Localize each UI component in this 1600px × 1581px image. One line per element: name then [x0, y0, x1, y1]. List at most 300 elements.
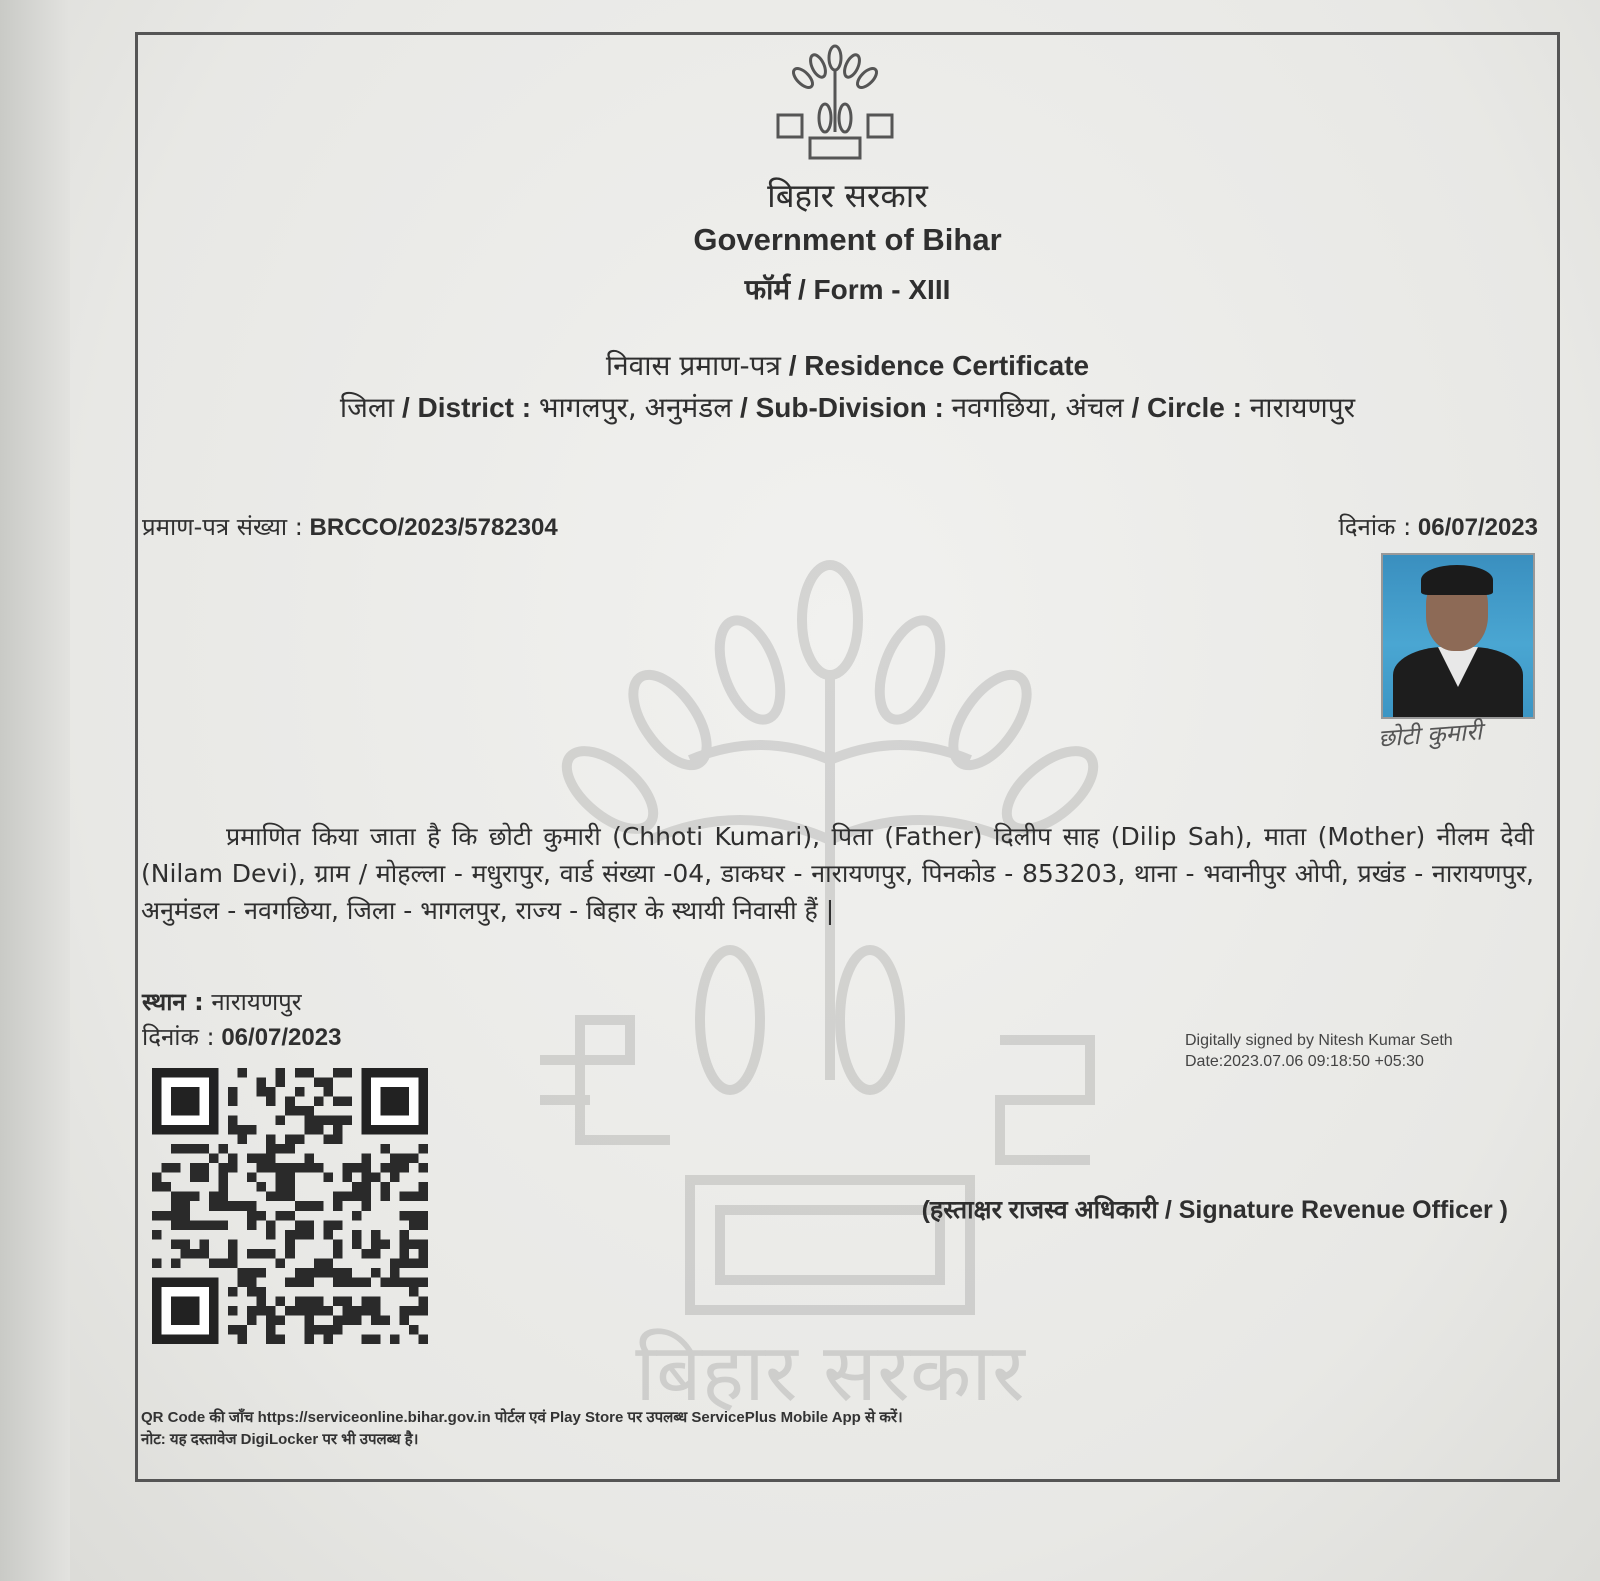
qr-module: [266, 1230, 276, 1240]
qr-module: [380, 1192, 390, 1202]
qr-module: [238, 1334, 248, 1344]
qr-module: [342, 1173, 352, 1183]
applicant-photo: [1381, 553, 1535, 719]
qr-module: [295, 1296, 305, 1306]
qr-module: [323, 1268, 333, 1278]
qr-module: [200, 1239, 210, 1249]
footer-note: [141, 1407, 903, 1451]
qr-module: [399, 1154, 409, 1164]
qr-code-icon: [152, 1068, 428, 1344]
qr-module: [266, 1087, 276, 1097]
qr-module: [361, 1154, 371, 1164]
digital-signature: [1185, 1030, 1453, 1072]
qr-module: [380, 1239, 390, 1249]
qr-module: [247, 1315, 257, 1325]
qr-module: [228, 1087, 238, 1097]
qr-module: [285, 1182, 295, 1192]
qr-module: [409, 1211, 419, 1221]
qr-module: [333, 1125, 343, 1135]
qr-module: [304, 1163, 314, 1173]
place-value: नारायणपुर: [211, 988, 302, 1016]
certificate-number-label: प्रमाण-पत्र संख्या :: [142, 513, 303, 541]
qr-module: [333, 1296, 343, 1306]
qr-module: [333, 1277, 343, 1287]
qr-module: [181, 1201, 191, 1211]
qr-module: [304, 1125, 314, 1135]
qr-module: [371, 1230, 381, 1240]
qr-module: [323, 1135, 333, 1145]
subdiv-label-en: / Sub-Division :: [740, 392, 944, 423]
qr-module: [409, 1239, 419, 1249]
qr-module: [418, 1249, 428, 1259]
qr-module: [181, 1211, 191, 1221]
qr-module: [276, 1116, 286, 1126]
qr-module: [399, 1258, 409, 1268]
certificate-title-hindi: निवास प्रमाण-पत्र: [605, 349, 781, 382]
qr-module: [418, 1211, 428, 1221]
qr-module: [342, 1277, 352, 1287]
qr-module: [228, 1306, 238, 1316]
qr-module: [266, 1306, 276, 1316]
qr-module: [418, 1192, 428, 1202]
qr-module: [228, 1239, 238, 1249]
qr-module: [181, 1249, 191, 1259]
qr-module: [314, 1125, 324, 1135]
district-label-hi: जिला: [339, 391, 395, 424]
qr-module: [276, 1173, 286, 1183]
qr-module: [399, 1163, 409, 1173]
qr-module: [295, 1220, 305, 1230]
certificate-number: [142, 510, 558, 543]
qr-module: [257, 1078, 267, 1088]
qr-module: [409, 1258, 419, 1268]
qr-module: [190, 1173, 200, 1183]
qr-module: [323, 1087, 333, 1097]
subdiv-value: नवगछिया,: [951, 391, 1058, 424]
qr-finder: [380, 1087, 409, 1116]
qr-module: [323, 1220, 333, 1230]
qr-module: [418, 1144, 428, 1154]
qr-module: [361, 1173, 371, 1183]
qr-module: [285, 1106, 295, 1116]
qr-module: [247, 1306, 257, 1316]
qr-module: [304, 1296, 314, 1306]
qr-module: [418, 1182, 428, 1192]
qr-module: [181, 1220, 191, 1230]
qr-module: [266, 1325, 276, 1335]
qr-module: [190, 1144, 200, 1154]
qr-module: [247, 1249, 257, 1259]
footer-line1: QR Code की जाँच https://serviceonline.bihar.gov.in पोर्टल एवं Play Store पर उपलब्ध ServicePlus Mobile App से करें।: [141, 1409, 903, 1426]
qr-module: [371, 1306, 381, 1316]
qr-module: [361, 1163, 371, 1173]
qr-module: [333, 1068, 343, 1078]
qr-module: [276, 1334, 286, 1344]
qr-module: [390, 1154, 400, 1164]
qr-module: [390, 1268, 400, 1278]
qr-module: [295, 1087, 305, 1097]
qr-module: [266, 1249, 276, 1259]
certificate-body-text: प्रमाणित किया जाता है कि छोटी कुमारी (Chhoti Kumari), पिता (Father) दिलीप साह (Dilip Sah), माता (Mother) नीलम देवी (Nilam Devi), ग्राम / मोहल्ला - मधुरापुर, वार्ड संख्या -04, डाकघर - नारायणपुर, पिनकोड - 853203, थाना - भवानीपुर ओपी, प्रखंड - नारायणपुर, अनुमंडल - नवगछिया, जिला - भागलपुर, राज्य - बिहार के स्थायी निवासी हैं |: [141, 822, 1534, 925]
qr-module: [409, 1192, 419, 1202]
qr-module: [219, 1258, 229, 1268]
qr-module: [352, 1277, 362, 1287]
qr-module: [228, 1154, 238, 1164]
qr-module: [285, 1163, 295, 1173]
district-label-en: / District :: [401, 392, 532, 423]
qr-module: [333, 1097, 343, 1107]
qr-module: [361, 1296, 371, 1306]
qr-module: [352, 1163, 362, 1173]
qr-module: [333, 1268, 343, 1278]
qr-module: [257, 1249, 267, 1259]
qr-module: [190, 1220, 200, 1230]
qr-module: [171, 1211, 181, 1221]
qr-module: [352, 1182, 362, 1192]
qr-module: [333, 1192, 343, 1202]
qr-module: [276, 1258, 286, 1268]
qr-module: [418, 1277, 428, 1287]
qr-module: [371, 1296, 381, 1306]
qr-module: [361, 1277, 371, 1287]
qr-module: [342, 1192, 352, 1202]
qr-module: [238, 1135, 248, 1145]
qr-module: [323, 1078, 333, 1088]
qr-module: [257, 1163, 267, 1173]
qr-module: [295, 1163, 305, 1173]
qr-finder: [171, 1296, 200, 1325]
qr-module: [257, 1296, 267, 1306]
qr-module: [361, 1182, 371, 1192]
qr-module: [190, 1249, 200, 1259]
qr-module: [276, 1144, 286, 1154]
qr-module: [418, 1163, 428, 1173]
qr-module: [399, 1192, 409, 1202]
qr-module: [361, 1306, 371, 1316]
signature-label: (हस्ताक्षर राजस्व अधिकारी / Signature Revenue Officer ): [921, 1196, 1508, 1224]
qr-module: [152, 1211, 162, 1221]
issue-date-value: 06/07/2023: [221, 1024, 342, 1051]
qr-module: [342, 1163, 352, 1173]
qr-module: [342, 1097, 352, 1107]
qr-module: [219, 1192, 229, 1202]
qr-module: [342, 1268, 352, 1278]
qr-module: [380, 1144, 390, 1154]
qr-module: [333, 1135, 343, 1145]
qr-module: [352, 1192, 362, 1202]
qr-module: [171, 1192, 181, 1202]
certificate-date-label: दिनांक :: [1338, 513, 1412, 541]
qr-module: [219, 1220, 229, 1230]
qr-module: [238, 1125, 248, 1135]
place-label: स्थान :: [142, 988, 204, 1016]
qr-module: [276, 1192, 286, 1202]
qr-module: [333, 1201, 343, 1211]
qr-module: [200, 1220, 210, 1230]
qr-module: [352, 1315, 362, 1325]
qr-module: [295, 1106, 305, 1116]
qr-module: [266, 1163, 276, 1173]
qr-module: [418, 1306, 428, 1316]
qr-module: [247, 1201, 257, 1211]
qr-module: [314, 1201, 324, 1211]
qr-module: [314, 1097, 324, 1107]
qr-module: [200, 1163, 210, 1173]
qr-module: [228, 1125, 238, 1135]
qr-module: [152, 1230, 162, 1240]
qr-module: [333, 1116, 343, 1126]
qr-module: [152, 1173, 162, 1183]
qr-module: [304, 1201, 314, 1211]
qr-module: [295, 1277, 305, 1287]
qr-module: [266, 1154, 276, 1164]
qr-module: [304, 1154, 314, 1164]
qr-module: [409, 1325, 419, 1335]
qr-module: [418, 1220, 428, 1230]
qr-module: [361, 1201, 371, 1211]
qr-module: [333, 1315, 343, 1325]
qr-module: [314, 1078, 324, 1088]
subdiv-label-hi: अनुमंडल: [644, 391, 733, 424]
qr-module: [238, 1325, 248, 1335]
qr-module: [399, 1249, 409, 1259]
qr-module: [285, 1211, 295, 1221]
qr-module: [409, 1287, 419, 1297]
qr-module: [342, 1296, 352, 1306]
qr-module: [304, 1315, 314, 1325]
qr-module: [323, 1325, 333, 1335]
qr-module: [304, 1116, 314, 1126]
qr-module: [162, 1182, 172, 1192]
bihar-emblem-watermark-icon: [520, 560, 1140, 1420]
qr-module: [171, 1144, 181, 1154]
qr-module: [257, 1287, 267, 1297]
qr-module: [390, 1163, 400, 1173]
qr-module: [333, 1239, 343, 1249]
qr-module: [257, 1154, 267, 1164]
qr-module: [162, 1211, 172, 1221]
qr-module: [276, 1163, 286, 1173]
qr-module: [276, 1296, 286, 1306]
qr-module: [209, 1192, 219, 1202]
qr-module: [266, 1192, 276, 1202]
qr-module: [200, 1173, 210, 1183]
qr-module: [371, 1315, 381, 1325]
bihar-emblem-icon: [770, 40, 900, 170]
qr-module: [333, 1325, 343, 1335]
qr-module: [228, 1325, 238, 1335]
qr-module: [228, 1258, 238, 1268]
qr-module: [209, 1154, 219, 1164]
qr-module: [333, 1249, 343, 1259]
qr-module: [257, 1182, 267, 1192]
qr-module: [257, 1306, 267, 1316]
qr-module: [285, 1192, 295, 1202]
qr-module: [247, 1125, 257, 1135]
certificate-title: [135, 346, 1560, 384]
qr-module: [399, 1239, 409, 1249]
qr-module: [323, 1230, 333, 1240]
qr-module: [285, 1277, 295, 1287]
qr-module: [323, 1334, 333, 1344]
qr-module: [295, 1230, 305, 1240]
qr-module: [247, 1277, 257, 1287]
photo-signature: छोटी कुमारी: [1377, 717, 1483, 753]
qr-module: [352, 1306, 362, 1316]
qr-module: [181, 1239, 191, 1249]
issue-date: [142, 1020, 341, 1053]
qr-module: [190, 1163, 200, 1173]
qr-module: [371, 1239, 381, 1249]
qr-module: [247, 1173, 257, 1183]
certificate-title-english: / Residence Certificate: [788, 350, 1090, 381]
qr-module: [247, 1154, 257, 1164]
qr-module: [323, 1116, 333, 1126]
location-line: [135, 388, 1560, 426]
qr-module: [304, 1277, 314, 1287]
qr-module: [295, 1306, 305, 1316]
qr-module: [323, 1306, 333, 1316]
qr-module: [285, 1249, 295, 1259]
qr-module: [238, 1277, 248, 1287]
qr-module: [295, 1268, 305, 1278]
qr-module: [371, 1334, 381, 1344]
qr-module: [209, 1201, 219, 1211]
qr-module: [276, 1078, 286, 1088]
qr-module: [276, 1068, 286, 1078]
qr-module: [314, 1325, 324, 1335]
qr-module: [399, 1230, 409, 1240]
qr-module: [380, 1182, 390, 1192]
qr-module: [266, 1135, 276, 1145]
qr-module: [352, 1239, 362, 1249]
qr-module: [304, 1306, 314, 1316]
hindi-title: बिहार सरकार: [767, 176, 928, 215]
qr-module: [238, 1268, 248, 1278]
qr-module: [342, 1315, 352, 1325]
qr-module: [276, 1315, 286, 1325]
qr-module: [266, 1144, 276, 1154]
qr-module: [247, 1220, 257, 1230]
qr-module: [304, 1325, 314, 1335]
english-title: Government of Bihar: [693, 222, 1002, 257]
qr-module: [314, 1116, 324, 1126]
qr-module: [304, 1230, 314, 1240]
qr-module: [295, 1201, 305, 1211]
qr-module: [219, 1163, 229, 1173]
qr-module: [266, 1097, 276, 1107]
qr-module: [266, 1315, 276, 1325]
photo-hair: [1421, 565, 1493, 595]
qr-module: [314, 1268, 324, 1278]
qr-module: [257, 1087, 267, 1097]
qr-module: [352, 1211, 362, 1221]
circle-label-hi: अंचल: [1065, 391, 1124, 424]
qr-module: [276, 1211, 286, 1221]
qr-module: [380, 1277, 390, 1287]
qr-module: [152, 1258, 162, 1268]
qr-module: [209, 1220, 219, 1230]
qr-module: [304, 1068, 314, 1078]
qr-module: [399, 1277, 409, 1287]
qr-module: [323, 1258, 333, 1268]
qr-module: [171, 1201, 181, 1211]
qr-module: [200, 1249, 210, 1259]
qr-module: [228, 1097, 238, 1107]
qr-module: [181, 1144, 191, 1154]
qr-module: [209, 1258, 219, 1268]
qr-module: [276, 1182, 286, 1192]
issue-date-label: दिनांक :: [142, 1023, 215, 1051]
qr-module: [162, 1163, 172, 1173]
qr-finder: [171, 1087, 200, 1116]
qr-module: [285, 1173, 295, 1183]
qr-module: [390, 1334, 400, 1344]
qr-module: [228, 1201, 238, 1211]
qr-module: [238, 1201, 248, 1211]
qr-module: [342, 1306, 352, 1316]
qr-module: [390, 1277, 400, 1287]
qr-module: [314, 1163, 324, 1173]
qr-module: [238, 1068, 248, 1078]
qr-module: [304, 1220, 314, 1230]
qr-module: [399, 1315, 409, 1325]
district-value: भागलपुर,: [538, 391, 637, 424]
form-number: फॉर्म / Form - XIII: [744, 274, 951, 305]
certificate-date-value: 06/07/2023: [1417, 514, 1538, 541]
watermark-text: बिहार सरकार: [635, 1326, 1025, 1419]
qr-module: [285, 1135, 295, 1145]
qr-module: [152, 1182, 162, 1192]
qr-module: [314, 1306, 324, 1316]
digital-signature-line1: Digitally signed by Nitesh Kumar Seth: [1185, 1032, 1453, 1049]
qr-module: [171, 1220, 181, 1230]
qr-module: [409, 1154, 419, 1164]
qr-module: [323, 1173, 333, 1183]
qr-module: [418, 1334, 428, 1344]
qr-module: [342, 1068, 352, 1078]
place: [142, 985, 302, 1018]
qr-module: [399, 1306, 409, 1316]
qr-module: [257, 1268, 267, 1278]
qr-module: [228, 1116, 238, 1126]
qr-module: [181, 1192, 191, 1202]
certificate-number-value: BRCCO/2023/5782304: [309, 514, 558, 541]
qr-module: [409, 1277, 419, 1287]
qr-module: [266, 1220, 276, 1230]
certificate-date: [1339, 510, 1538, 543]
qr-module: [418, 1296, 428, 1306]
qr-module: [247, 1287, 257, 1297]
qr-module: [266, 1334, 276, 1344]
qr-module: [333, 1220, 343, 1230]
digital-signature-line2: Date:2023.07.06 09:18:50 +05:30: [1185, 1053, 1424, 1070]
qr-module: [304, 1106, 314, 1116]
qr-module: [219, 1201, 229, 1211]
qr-module: [418, 1258, 428, 1268]
qr-module: [285, 1230, 295, 1240]
qr-module: [200, 1144, 210, 1154]
qr-module: [371, 1249, 381, 1259]
qr-module: [228, 1249, 238, 1259]
footer-line2: नोट: यह दस्तावेज DigiLocker पर भी उपलब्ध है।: [141, 1431, 419, 1448]
qr-module: [285, 1097, 295, 1107]
qr-module: [371, 1173, 381, 1183]
qr-module: [304, 1334, 314, 1344]
qr-module: [285, 1144, 295, 1154]
background-edge: [0, 0, 72, 1581]
qr-module: [219, 1173, 229, 1183]
